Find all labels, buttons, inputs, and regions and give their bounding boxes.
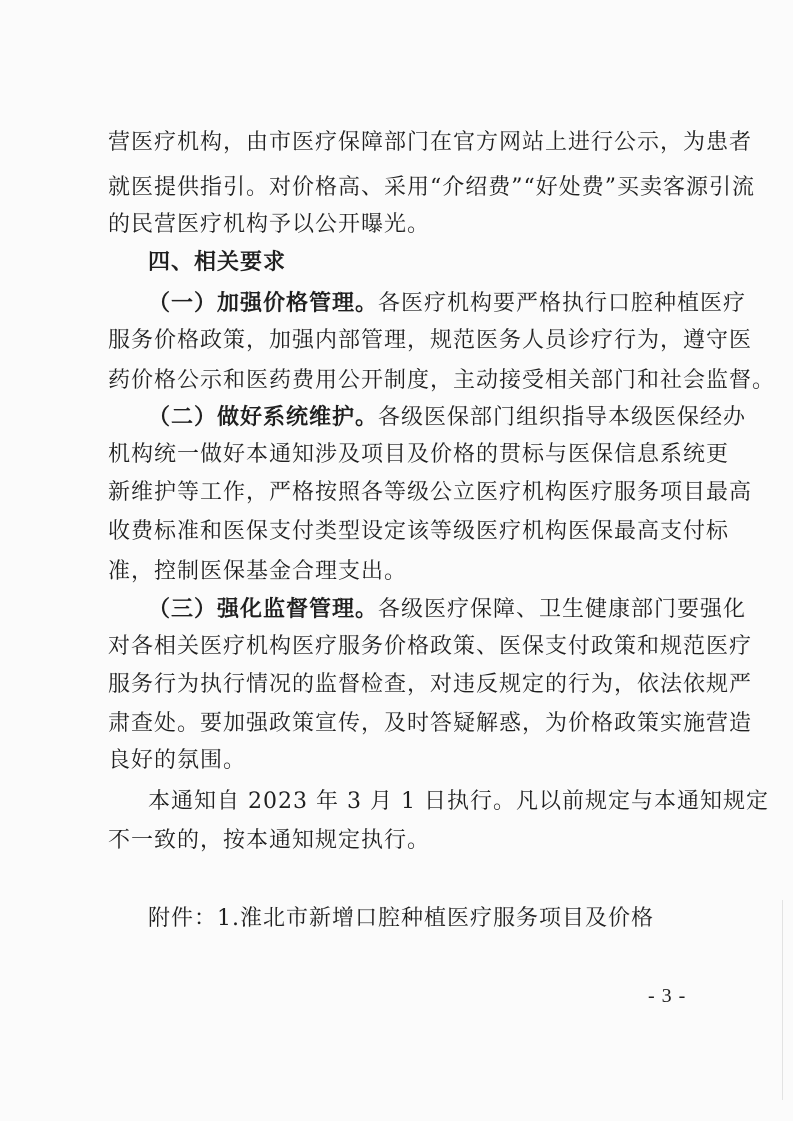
item-1-title: （一）加强价格管理。 xyxy=(148,291,379,316)
item-2-text: 各级医保部门组织指导本级医保经办 xyxy=(378,405,747,430)
item-3-title: （三）强化监督管理。 xyxy=(148,597,379,622)
page-edge-divider xyxy=(782,900,783,1100)
paragraph-line: 药价格公示和医药费用公开制度，主动接受相关部门和社会监督。 xyxy=(108,368,776,393)
paragraph-line: 就医提供指引。对价格高、采用“介绍费”“好处费”买卖客源引流 xyxy=(108,175,755,200)
item-3-first-line xyxy=(148,595,746,625)
paragraph-line: 服务行为执行情况的监督检查，对违反规定的行为，依法依规严 xyxy=(108,672,753,697)
paragraph-line: 良好的氛围。 xyxy=(108,748,247,773)
item-2-first-line xyxy=(148,403,746,433)
paragraph-line: 新维护等工作，严格按照各等级公立医疗机构医疗服务项目最高 xyxy=(108,480,753,505)
effective-date-line: 本通知自 2023 年 3 月 1 日执行。凡以前规定与本通知规定 xyxy=(148,789,769,814)
paragraph-line: 肃查处。要加强政策宣传，及时答疑解惑，为价格政策实施营造 xyxy=(108,711,753,736)
paragraph-line: 服务价格政策，加强内部管理，规范医务人员诊疗行为，遵守医 xyxy=(108,328,753,353)
paragraph-line: 机构统一做好本通知涉及项目及价格的贯标与医保信息系统更 xyxy=(108,442,730,467)
paragraph-line: 收费标准和医保支付类型设定该等级医疗机构医保最高支付标 xyxy=(108,519,730,544)
page-number: - 3 - xyxy=(648,985,687,1007)
paragraph-line: 的民营医疗机构予以公开曝光。 xyxy=(108,212,431,237)
item-3-text: 各级医疗保障、卫生健康部门要强化 xyxy=(378,597,747,622)
item-2-title: （二）做好系统维护。 xyxy=(148,405,379,430)
attachment-line: 附件：1.淮北市新增口腔种植医疗服务项目及价格 xyxy=(148,906,654,931)
item-1-first-line xyxy=(148,289,746,319)
paragraph-line: 对各相关医疗机构医疗服务价格政策、医保支付政策和规范医疗 xyxy=(108,634,753,659)
paragraph-line: 不一致的，按本通知规定执行。 xyxy=(108,828,431,853)
item-1-text: 各医疗机构要严格执行口腔种植医疗 xyxy=(378,291,747,316)
paragraph-line: 营医疗机构，由市医疗保障部门在官方网站上进行公示，为患者 xyxy=(108,130,753,155)
section-heading: 四、相关要求 xyxy=(148,250,287,275)
paragraph-line: 准，控制医保基金合理支出。 xyxy=(108,559,408,584)
